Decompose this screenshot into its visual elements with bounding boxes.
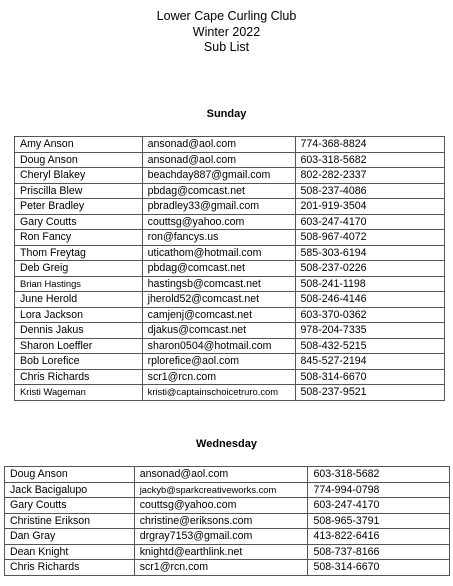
table-row — [15, 152, 445, 168]
cell-name: Gary Coutts — [5, 498, 135, 514]
cell-email: kristi@captainschoicetruro.com — [142, 385, 295, 401]
cell-name: Dennis Jakus — [15, 323, 143, 339]
cell-email: scr1@rcn.com — [142, 369, 295, 385]
cell-name: Sharon Loeffler — [15, 338, 143, 354]
table-row — [15, 354, 445, 370]
cell-email: beachday887@gmail.com — [142, 168, 295, 184]
table-row — [15, 369, 445, 385]
cell-name: Doug Anson — [15, 152, 143, 168]
cell-name: Dean Knight — [5, 544, 135, 560]
cell-name: Thom Freytag — [15, 245, 143, 261]
cell-phone: 603-247-4170 — [308, 498, 450, 514]
club-name: Lower Cape Curling Club — [156, 9, 297, 23]
cell-phone: 201-919-3504 — [295, 199, 444, 215]
cell-name: June Herold — [15, 292, 143, 308]
cell-name: Kristi Wageman — [15, 385, 143, 401]
table-row — [15, 307, 445, 323]
cell-phone: 508-246-4146 — [295, 292, 444, 308]
cell-name: Bob Lorefice — [15, 354, 143, 370]
cell-phone: 508-432-5215 — [295, 338, 444, 354]
cell-phone: 508-241-1198 — [295, 276, 444, 292]
cell-email: ansonad@aol.com — [142, 152, 295, 168]
cell-name: Cheryl Blakey — [15, 168, 143, 184]
cell-phone: 774-994-0798 — [308, 482, 450, 498]
cell-name: Ron Fancy — [15, 230, 143, 246]
wednesday-rows — [5, 467, 450, 576]
cell-phone: 603-318-5682 — [295, 152, 444, 168]
cell-name: Doug Anson — [5, 467, 135, 483]
wednesday-heading: Wednesday — [196, 438, 257, 450]
cell-email: pbdag@comcast.net — [142, 183, 295, 199]
table-row — [5, 544, 450, 560]
cell-name: Chris Richards — [15, 369, 143, 385]
cell-phone: 508-967-4072 — [295, 230, 444, 246]
sunday-rows — [15, 137, 445, 401]
table-row — [15, 245, 445, 261]
cell-email: rplorefice@aol.com — [142, 354, 295, 370]
table-row — [5, 498, 450, 514]
cell-email: drgray7153@gmail.com — [134, 529, 308, 545]
cell-email: ron@fancys.us — [142, 230, 295, 246]
cell-name: Dan Gray — [5, 529, 135, 545]
cell-phone: 508-314-6670 — [295, 369, 444, 385]
table-row — [15, 168, 445, 184]
cell-phone: 508-237-9521 — [295, 385, 444, 401]
cell-phone: 603-370-0362 — [295, 307, 444, 323]
sunday-heading: Sunday — [206, 108, 247, 120]
table-row — [15, 385, 445, 401]
cell-email: couttsg@yahoo.com — [142, 214, 295, 230]
table-row — [15, 230, 445, 246]
table-row — [15, 183, 445, 199]
cell-email: sharon0504@hotmail.com — [142, 338, 295, 354]
cell-phone: 413-822-6416 — [308, 529, 450, 545]
cell-name: Jack Bacigalupo — [5, 482, 135, 498]
cell-phone: 508-965-3791 — [308, 513, 450, 529]
cell-email: hastingsb@comcast.net — [142, 276, 295, 292]
cell-email: ansonad@aol.com — [142, 137, 295, 153]
cell-phone: 802-282-2337 — [295, 168, 444, 184]
document-header — [0, 9, 453, 56]
cell-phone: 508-237-4086 — [295, 183, 444, 199]
cell-name: Lora Jackson — [15, 307, 143, 323]
cell-email: djakus@comcast.net — [142, 323, 295, 339]
cell-name: Brian Hastings — [15, 276, 143, 292]
cell-phone: 585-303-6194 — [295, 245, 444, 261]
table-row — [15, 261, 445, 277]
sunday-table — [14, 136, 445, 401]
table-row — [15, 338, 445, 354]
cell-email: scr1@rcn.com — [134, 560, 308, 576]
table-row — [15, 199, 445, 215]
cell-phone: 774-368-8824 — [295, 137, 444, 153]
cell-name: Gary Coutts — [15, 214, 143, 230]
table-row — [5, 467, 450, 483]
list-title: Sub List — [203, 40, 250, 54]
table-row — [15, 276, 445, 292]
cell-email: couttsg@yahoo.com — [134, 498, 308, 514]
cell-phone: 508-314-6670 — [308, 560, 450, 576]
cell-email: pbdag@comcast.net — [142, 261, 295, 277]
table-row — [15, 214, 445, 230]
cell-email: christine@eriksons.com — [134, 513, 308, 529]
cell-phone: 845-527-2194 — [295, 354, 444, 370]
table-row — [15, 292, 445, 308]
cell-name: Chris Richards — [5, 560, 135, 576]
cell-name: Deb Greig — [15, 261, 143, 277]
cell-email: jackyb@sparkcreativeworks.com — [134, 482, 308, 498]
cell-email: camjenj@comcast.net — [142, 307, 295, 323]
cell-email: knightd@earthlink.net — [134, 544, 308, 560]
cell-email: uticathom@hotmail.com — [142, 245, 295, 261]
cell-name: Peter Bradley — [15, 199, 143, 215]
table-row — [5, 529, 450, 545]
wednesday-table — [4, 466, 450, 576]
season: Winter 2022 — [192, 24, 261, 39]
cell-phone: 978-204-7335 — [295, 323, 444, 339]
cell-email: pbradley33@gmail.com — [142, 199, 295, 215]
table-row — [5, 482, 450, 498]
cell-phone: 508-737-8166 — [308, 544, 450, 560]
cell-name: Amy Anson — [15, 137, 143, 153]
table-row — [15, 137, 445, 153]
cell-phone: 603-318-5682 — [308, 467, 450, 483]
table-row — [5, 560, 450, 576]
cell-name: Christine Erikson — [5, 513, 135, 529]
cell-name: Priscilla Blew — [15, 183, 143, 199]
cell-email: ansonad@aol.com — [134, 467, 308, 483]
cell-phone: 603-247-4170 — [295, 214, 444, 230]
table-row — [5, 513, 450, 529]
cell-phone: 508-237-0226 — [295, 261, 444, 277]
table-row — [15, 323, 445, 339]
cell-email: jherold52@comcast.net — [142, 292, 295, 308]
